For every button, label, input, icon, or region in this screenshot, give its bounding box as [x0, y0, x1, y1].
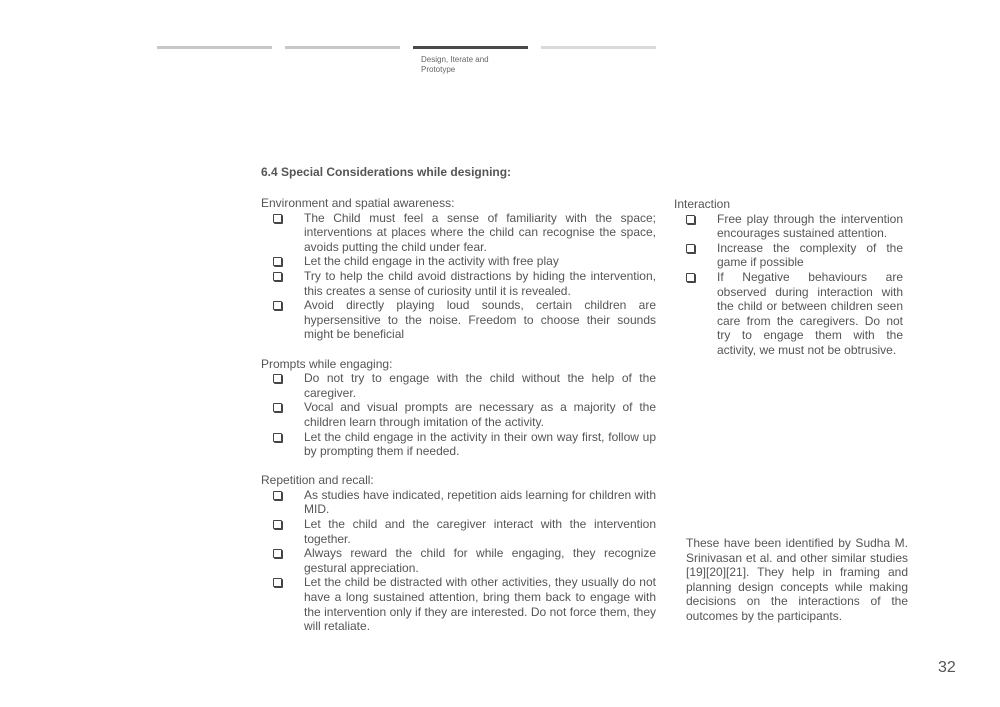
left-column: [261, 196, 656, 648]
checkbox-bullet-icon: [686, 215, 695, 224]
checkbox-bullet-icon: [273, 578, 282, 587]
list-item-text: If Negative behaviours are observed during interaction with the child or between children seen care from the caregivers. Do not try to engage them with the activity, we must not be obtrusive.: [717, 269, 903, 357]
list-item-text: Let the child be distracted with other activities, they usually do not have a long sustained attention, bring them back to engage with the intervention only if they are interested. Do not force them, they will retaliate.: [304, 575, 656, 634]
list-item: [261, 371, 656, 400]
checkbox-bullet-icon: [273, 403, 282, 412]
section-title: Environment and spatial awareness:: [261, 196, 455, 210]
checkbox-bullet-icon: [273, 549, 282, 558]
list-item: [674, 270, 903, 358]
checkbox-bullet-icon: [273, 374, 282, 383]
section-title: Interaction: [674, 197, 731, 211]
list-item: [261, 254, 656, 269]
progress-step-1: [157, 46, 272, 49]
list-item: [674, 212, 903, 241]
checkbox-bullet-icon: [273, 301, 282, 310]
page-number: 32: [938, 659, 956, 676]
list-item: [261, 517, 656, 546]
list-item-text: Always reward the child for while engaging, they recognize gestural appreciation.: [304, 546, 656, 575]
list-item-text: Avoid directly playing loud sounds, certain children are hypersensitive to the noise. Freedom to choose their sounds might be beneficial: [304, 298, 656, 342]
list-item: [261, 488, 656, 517]
list-item: [261, 546, 656, 575]
list-item: [674, 241, 903, 270]
list-item-text: Vocal and visual prompts are necessary as a majority of the children learn through imitation of the activity.: [304, 400, 656, 429]
list-item: [261, 269, 656, 298]
list-item: [261, 298, 656, 342]
list-item: [261, 575, 656, 633]
checkbox-bullet-icon: [273, 257, 282, 266]
section-prompts: [261, 357, 656, 459]
bullet-list: [261, 211, 656, 342]
checkbox-bullet-icon: [273, 272, 282, 281]
progress-step-label: Design, Iterate and Prototype: [421, 55, 489, 74]
list-item-text: Try to help the child avoid distractions by hiding the intervention, this creates a sense of curiosity until it is revealed.: [304, 268, 656, 298]
bullet-list: [261, 488, 656, 634]
bullet-list: [261, 371, 656, 459]
list-item: [261, 400, 656, 429]
bullet-list: [674, 212, 903, 358]
section-heading: 6.4 Special Considerations while designing:: [261, 165, 512, 179]
list-item-text: Free play through the intervention encourages sustained attention.: [717, 211, 903, 241]
list-item: [261, 211, 656, 255]
reference-note: These have been identified by Sudha M. Srinivasan et al. and other similar studies [19][20][21]. They help in framing and planning design concepts while making decisions on the interactions of the outcomes by the participants.: [686, 536, 908, 623]
list-item-text: Do not try to engage with the child without the help of the caregiver.: [304, 371, 656, 400]
list-item-text: The Child must feel a sense of familiarity with the space; interventions at places where the child can recognise the space, avoids putting the child under fear.: [304, 210, 656, 254]
checkbox-bullet-icon: [273, 433, 282, 442]
list-item-text: Let the child engage in the activity in their own way first, follow up by prompting them if needed.: [304, 429, 656, 459]
progress-step-2: [285, 46, 400, 49]
section-title: Prompts while engaging:: [261, 356, 393, 371]
checkbox-bullet-icon: [686, 244, 695, 253]
section-title: Repetition and recall:: [261, 473, 374, 488]
list-item-text: Increase the complexity of the game if possible: [717, 240, 903, 270]
section-environment: [261, 196, 656, 342]
list-item-text: Let the child engage in the activity with free play: [304, 254, 559, 269]
progress-steps: [157, 46, 656, 74]
progress-bar: [541, 46, 656, 49]
list-item-text: As studies have indicated, repetition aids learning for children with MID.: [304, 487, 656, 517]
checkbox-bullet-icon: [686, 273, 695, 282]
list-item: [261, 430, 656, 459]
checkbox-bullet-icon: [273, 214, 282, 223]
section-interaction: [674, 197, 903, 358]
progress-bar-active: [413, 46, 528, 49]
progress-bar: [157, 46, 272, 49]
list-item-text: Let the child and the caregiver interact with the intervention together.: [304, 517, 656, 546]
checkbox-bullet-icon: [273, 520, 282, 529]
progress-step-4: [541, 46, 656, 49]
section-repetition: [261, 473, 656, 634]
progress-step-3: [413, 46, 528, 74]
right-column: [674, 197, 903, 372]
progress-bar: [285, 46, 400, 49]
checkbox-bullet-icon: [273, 491, 282, 500]
